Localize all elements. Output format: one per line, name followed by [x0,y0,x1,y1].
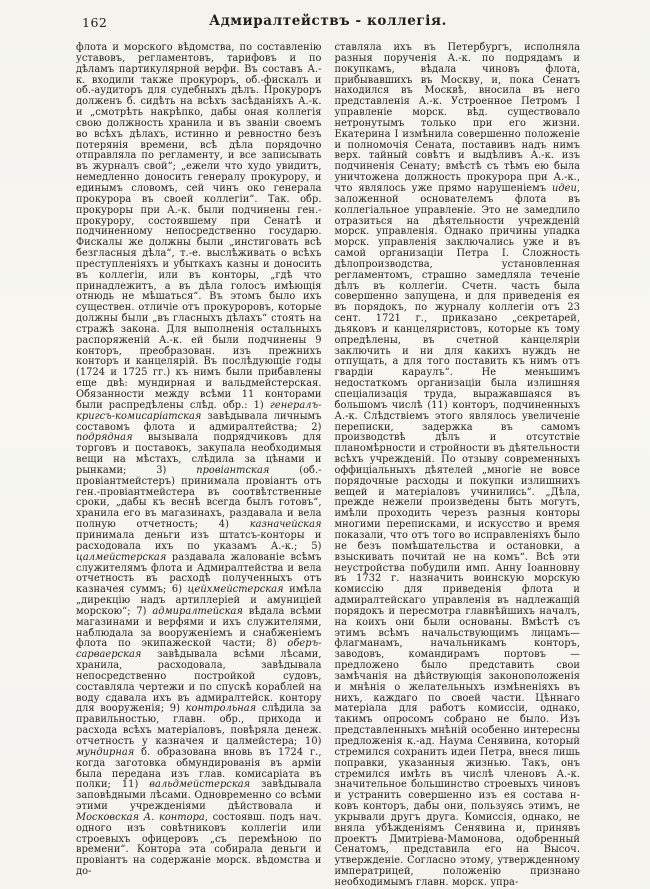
page-number: 162 [82,15,108,30]
text-body [76,42,580,888]
text-column-right: ставляла ихъ въ Петербургъ, исполняла разныя порученія А.-к. по подрядамъ и покупкамъ, вѣдала чиновъ флота, прибывавшихъ въ Москву, и, пока Сенатъ находился въ Москвѣ, вносила въ него представленія А.-к. Устроенное Петромъ I управленіе морск. вѣд. существовало нетронутымъ только при его жизни. Екатерина I измѣнила совершенно положеніе и полномочія Сената, поставивъ надъ нимъ верх. тайный совѣтъ и выдѣливъ А.-к. изъ подчиненія Сенату; вмѣстѣ съ тѣмъ ею была уничтожена должность прокурора при А.-к., что являлось уже прямо нарушеніемъ идеи, заложенной основателемъ флота въ коллегіальное управленіе. Это не замедлило отразиться на дѣятельности учрежденій морск. управленія. Однако причины упадка морск. управленія заключались уже и въ самой организаціи Петра I. Сложность дѣлопроизводства, установленная регламентомъ, страшно замедляла теченіе дѣлъ въ коллегіи. Счетн. часть была совершенно запущена, и для приведенія ея въ порядокъ, по журналу коллегіи отъ 23 сент. 1721 г., приказано „секретарей, дьяковъ и канцеляристовъ, которые къ тому опредѣлены, въ счетной канцеляріи заключить и ни для какихъ нуждъ не отпущать, а для того поставить къ нимъ отъ гвардіи караулъ“. Не меньшимъ недостаткомъ организаціи была излишняя спеціализація труда, выражавшаяся въ большомъ числѣ (11) конторъ, подчиненныхъ А.-к. Слѣдствіемъ этого являлось увеличеніе переписки, задержка въ самомъ производствѣ дѣлъ и отсутствіе планомѣрности и стройности въ дѣятельности всѣхъ учрежденій. По отзыву современныхъ оффиціальныхъ дѣятелей „многіе не вовсе порядочные расходы и покупки излишнихъ вещей и матеріаловъ учинились“. „Дѣла, прежде нежели произведены быть могутъ, имѣли проходить черезъ разныя конторы многими переписками, и искусство и время показали, что отъ того во исправленіяхъ было не безъ помѣшательства и остановки, а взыскивать почитай не на комъ“. Всѣ эти неустройства побудили имп. Анну Іоанновну въ 1732 г. назначить воинскую морскую комиссію для приведенія флота и адмиралтейскаго управленія въ надлежащій порядокъ и пересмотра главнѣйшихъ началъ, на коихъ они были основаны. Вмѣстѣ съ этимъ всѣмъ начальствующимъ лицамъ—флагманамъ, начальникамъ конторъ, заводовъ, командирамъ портовъ — предложено было представить свои замѣчанія на дѣйствующія законоположенія и мнѣнія о желательныхъ измѣненіяхъ въ нихъ, каждаго по своей части. Цѣннаго матеріала для работъ комиссіи, однако, такимъ опросомъ собрано не было. Изъ представленныхъ мнѣній особенно интересны предложенія к.-ад. Наума Сенявина, который стремился сохранить идеи Петра, внеся лишь поправки, указанныя жизнью. Такъ, онъ стремился имѣть въ числѣ членовъ А.-к. значительное большинство строевыхъ чиновъ и устранить совершенно изъ ея состава н-ковъ конторъ, дабы они, пользуясь этимъ, не укрывали другъ друга. Комиссія, однако, не вняла убѣжденіямъ Сенявина и, принявъ проектъ Дмитріева-Мамонова, одобренный Сенатомъ, представила его на Высоч. утвержденіе. Согласно этому, утвержденному императрицей, положенію признано необходимымъ главн. морск. упра- [334,42,580,888]
page-header [76,12,580,34]
running-title: Адмиралтействъ - коллегія. [209,13,447,29]
text-column-left: флота и морского вѣдомства, по составленію уставовъ, регламентовъ, тарифовъ и по дѣламъ партикулярной верфи. Въ составъ А.-к. входили также прокуроръ, об.-фискалъ и об.-аудиторъ для судебныхъ дѣлъ. Прокуроръ долженъ б. сидѣть на всѣхъ засѣданіяхъ А.-к. и „смотрѣть накрѣпко, дабы оная коллегія свою должность хранила и въ званіи своемъ во всѣхъ дѣлахъ, истинно и ревностно безъ потерянія времени, всѣ дѣла порядочно отправляла по регламенту, и все записывать въ журналъ свой“; „ежели что худо увидитъ, немедленно доносить генералу прокурору, и единымъ словомъ, сей чинъ око генерала прокурора въ своей коллегіи“. Так. обр. прокуроры при А.-к. были подчинены ген.-прокурору, состоявшему при Сенатѣ и подчиненному непосредственно государю. Фискалы же должны были „инстиговать всѣ безгласныя дѣла“, т.-е. выслѣживать о всѣхъ преступленіяхъ и убыткахъ казны и доносить въ коллегіи, или въ конторы, „гдѣ что принадлежитъ, а въ дѣла голосъ имѣющія отнюдь не мѣшаться“. Въ этомъ было ихъ существен. отличіе отъ прокуроровъ, которые должны были „въ гласныхъ дѣлахъ“ стоять на стражѣ закона. Для выполненія остальныхъ распоряженій А.-к. ей были подчинены 9 конторъ, преобразован. изъ прежнихъ конторъ и канцелярій. Въ послѣдующіе годы (1724 и 1725 гг.) къ нимъ были прибавлены еще двѣ: мундирная и вальдмейстерская. Обязанности между всѣми 11 конторами были распредѣлены слѣд. обр.: 1) генералъ-кригсъ-комисаріатская завѣдывала личнымъ составомъ флота и адмиралтейства; 2) подрядная вызывала подрядчиковъ для торговъ и поставокъ, закупала необходимыя вещи на мѣстахъ, слѣдила за цѣнами и рынками; 3) провіантская (об.-провіантмейстеръ) принимала провіантъ отъ ген.-провіантмейстера въ соотвѣтственные сроки, „дабы къ веснѣ всегда былъ готовъ“, хранила его въ магазинахъ, раздавала и вела полную отчетность; 4) казначейская принимала деньги изъ штатсъ-конторы и расходовала ихъ по указамъ А.-к.; 5) цалмейстерская раздавала жалованіе всѣмъ служителямъ флота и Адмиралтейства и вела отчетность въ расходѣ полученныхъ отъ казначея суммъ; 6) цейхмейстерская имѣла „дирекцію надъ артиллеріей и амуниціей морскою“; 7) адмиралтейская вѣдала всѣми магазинами и верфями и ихъ служителями, наблюдала за вооруженіемъ и снабженіемъ флота по экипажеской части; 8) оберъ-сарваерская завѣдывала всѣми лѣсами, хранила, расходовала, завѣдывала непосредственно постройкой судовъ, составляла чертежи и по спускѣ кораблей на воду сдавала ихъ въ адмиралтейск. контору для вооруженія; 9) контрольная слѣдила за правильностью, главн. обр., прихода и расхода всѣхъ матеріаловъ, повѣряла денеж. отчетность у казначея и цалмейстера; 10) мундирная б. образована вновь въ 1724 г., когда заготовка обмундированія въ арміи была передана изъ глав. комисаріата въ полки; 11) вальдмейстерская завѣдывала заповѣдными лѣсами. Одновременно со всѣми этими учрежденіями дѣйствовала и Московская А. контора, состоявш. подъ нач. одного изъ совѣтниковъ коллегіи или строевыхъ офицеровъ „съ перемѣною по времени“. Контора эта собирала деньги и провіантъ на содержаніе морск. вѣдомства и до- [76,42,322,878]
